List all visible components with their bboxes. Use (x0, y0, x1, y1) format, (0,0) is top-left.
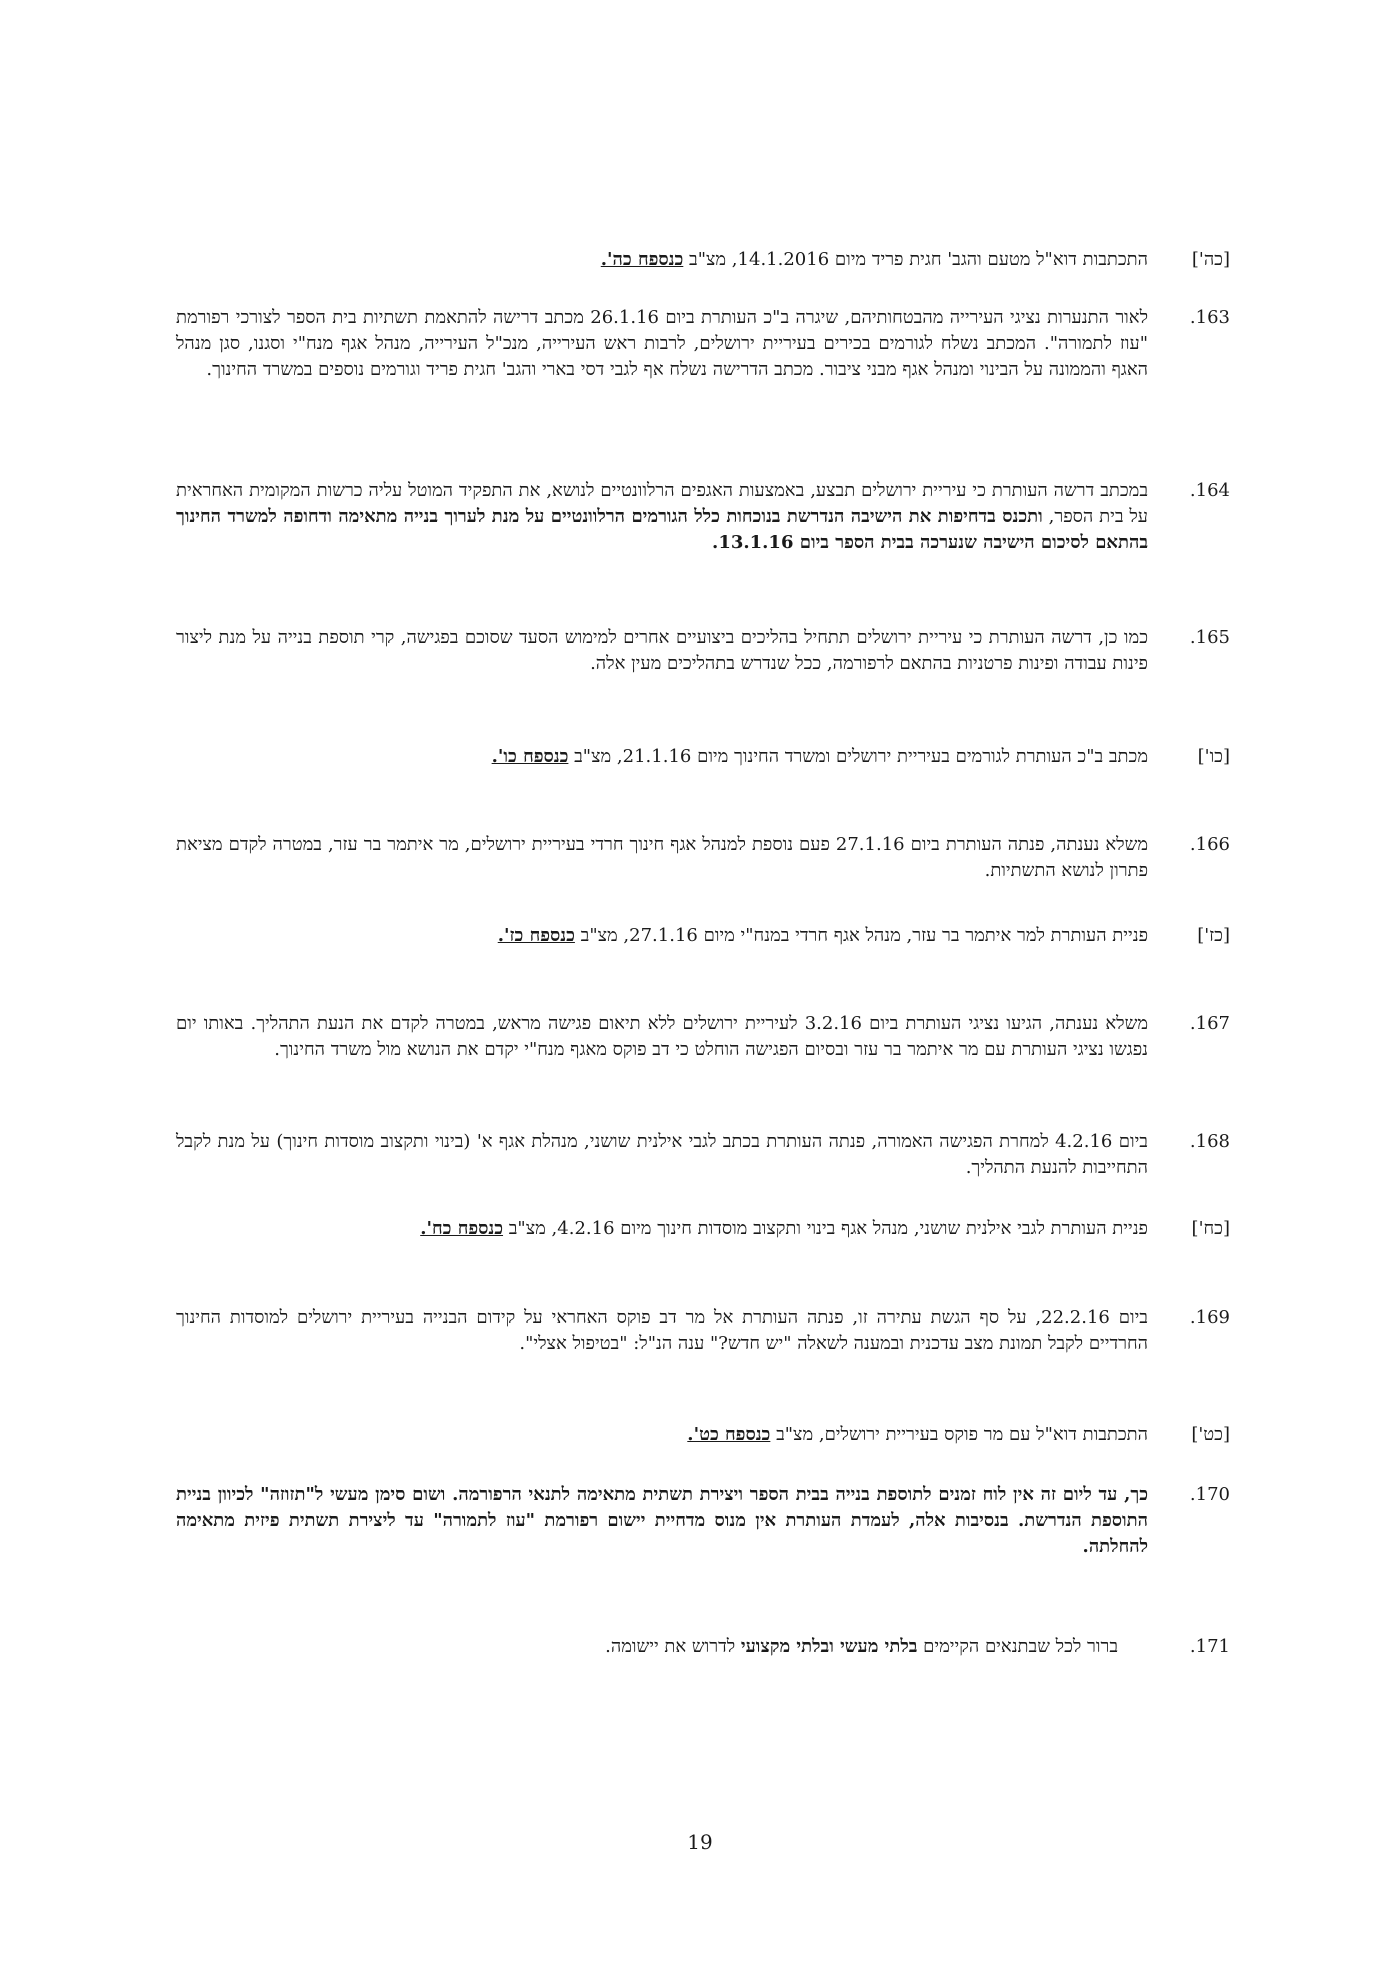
text-segment: פניית העותרת לגבי אילנית שושני, מנהל אגף בינוי ותקצוב מוסדות חינוך מיום 4.2.16, מצ"ב (503, 1218, 1148, 1239)
exhibit-text (176, 923, 1148, 949)
text-segment: התכתבות דוא"ל עם מר פוקס בעיריית ירושלים, מצ"ב (770, 1424, 1148, 1445)
paragraph-164 (176, 478, 1230, 556)
paragraph-number: 166. (1189, 834, 1230, 855)
paragraph-171 (176, 1634, 1230, 1660)
paragraph-text (176, 478, 1148, 556)
paragraph-number: 170. (1189, 1484, 1230, 1505)
text-segment: כמו כן, דרשה העותרת כי עיריית ירושלים תתחיל בהליכים ביצועיים אחרים למימוש הסעד שסוכם בפגישה, קרי תוספת בנייה על מנת ליצור פינות עבודה ופינות פרטניות בהתאם לרפורמה, ככל שנדרש בתהליכים מעין אלה. (176, 627, 1148, 674)
paragraph-number: 171. (1189, 1636, 1230, 1657)
exhibit-text (176, 744, 1148, 770)
text-segment: במכתב דרשה העותרת כי עיריית ירושלים תבצע, באמצעות האגפים הרלוונטיים לנושא, את התפקיד המוטל עליה כרשות המקומית האחראית על בית הספר, (176, 480, 1148, 527)
text-segment: לאור התנערות נציגי העירייה מהבטחותיהם, שיגרה ב"כ העותרת ביום 26.1.16 מכתב דרישה להתאמת תשתיות בית הספר לצורכי רפורמת "עוז לתמורה". המכתב נשלח לגורמים בכירים בעיריית ירושלים, לרבות ראש העירייה, מנכ"ל העירייה, מנהל אגף מנח"י וסגנו, סגן מנהל האגף והממונה על הבינוי ומנהל אגף מבני ציבור. מכתב הדרישה נשלח אף לגבי דסי בארי והגב' חגית פריד וגורמים נוספים במשרד החינוך. (176, 307, 1148, 380)
paragraph-number: 167. (1189, 1013, 1230, 1034)
text-segment: התכתבות דוא"ל מטעם והגב' חגית פריד מיום 14.1.2016, מצ"ב (683, 249, 1148, 270)
text-segment: לדרוש את יישומה. (605, 1636, 741, 1657)
text-segment-bold: כך, עד ליום זה אין לוח זמנים לתוספת בנייה בבית הספר ויצירת תשתית מתאימה לתנאי הרפורמה. ושום סימן מעשי ל"תזוזה" לכיוון בניית התוספת הנדרשת. בנסיבות אלה, לעמדת העותרת אין מנוס מדחיית יישום רפורמת "עוז לתמורה" עד ליצירת תשתית פיזית מתאימה להחלתה. (176, 1484, 1148, 1557)
exhibit-kz (176, 923, 1230, 949)
paragraph-170 (176, 1482, 1230, 1560)
exhibit-text (176, 1422, 1148, 1448)
exhibit-text (176, 1216, 1148, 1242)
paragraph-167 (176, 1011, 1230, 1063)
exhibit-kv (176, 744, 1230, 770)
paragraph-number: 163. (1189, 307, 1230, 328)
paragraph-text (176, 305, 1148, 383)
exhibit-kh (176, 247, 1230, 273)
exhibit-label: [כט'] (1191, 1424, 1230, 1445)
exhibit-label: [כו'] (1197, 746, 1230, 767)
paragraph-number: 168. (1189, 1131, 1230, 1152)
paragraph-163 (176, 305, 1230, 383)
text-segment: פניית העותרת למר איתמר בר עזר, מנהל אגף חרדי במנח"י מיום 27.1.16, מצ"ב (574, 925, 1148, 946)
text-segment-bold: בלתי מעשי ובלתי מקצועי (740, 1636, 918, 1657)
text-segment: ברור לכל שבתנאים הקיימים (917, 1636, 1118, 1657)
exhibit-label: [כח'] (1191, 1218, 1230, 1239)
exhibit-kh2 (176, 1216, 1230, 1242)
paragraph-166 (176, 832, 1230, 884)
exhibit-reference: כנספח כו'. (491, 746, 569, 767)
exhibit-reference: כנספח כח'. (420, 1218, 504, 1239)
text-segment: משלא נענתה, פנתה העותרת ביום 27.1.16 פעם נוספת למנהל אגף חינוך חרדי בעיריית ירושלים, מר איתמר בר עזר, במטרה לקדם מציאת פתרון לנושא התשתיות. (176, 834, 1148, 881)
paragraph-text (176, 625, 1148, 677)
exhibit-text (176, 247, 1148, 273)
paragraph-text (176, 832, 1148, 884)
exhibit-label: [כה'] (1191, 249, 1230, 270)
paragraph-165 (176, 625, 1230, 677)
text-segment: משלא נענתה, הגיעו נציגי העותרת ביום 3.2.16 לעיריית ירושלים ללא תיאום פגישה מראש, במטרה לקדם את הנעת התהליך. באותו יום נפגשו נציגי העותרת עם מר איתמר בר עזר ובסיום הפגישה הוחלט כי דב פוקס מאגף מנח"י יקדם את הנושא מול משרד החינוך. (176, 1013, 1149, 1060)
text-segment: ביום 4.2.16 למחרת הפגישה האמורה, פנתה העותרת בכתב לגבי אילנית שושני, מנהלת אגף א' (בינוי ותקצוב מוסדות חינוך) על מנת לקבל התחייבות להנעת התהליך. (176, 1131, 1148, 1178)
exhibit-reference: כנספח כה'. (600, 249, 684, 270)
exhibit-kt (176, 1422, 1230, 1448)
text-segment-bold: ותכנס בדחיפות את הישיבה הנדרשת בנוכחות כלל הגורמים הרלוונטיים על מנת לערוך בנייה מתאימה ודחופה למשרד החינוך בהתאם לסיכום הישיבה שנערכה בבית הספר ביום 13.1.16. (176, 506, 1148, 553)
paragraph-text (176, 1482, 1148, 1560)
text-segment: ביום 22.2.16, על סף הגשת עתירה זו, פנתה העותרת אל מר דב פוקס האחראי על קידום הבנייה בעיריית ירושלים למוסדות החינוך החרדיים לקבל תמונת מצב עדכנית ובמענה לשאלה "יש חדש?" ענה הנ"ל: "בטיפול אצלי". (176, 1307, 1148, 1354)
exhibit-label: [כז'] (1197, 925, 1230, 946)
paragraph-text (176, 1634, 1118, 1660)
paragraph-168 (176, 1129, 1230, 1181)
paragraph-text (176, 1011, 1148, 1063)
paragraph-number: 169. (1189, 1307, 1230, 1328)
paragraph-number: 165. (1189, 627, 1230, 648)
paragraph-text (176, 1129, 1148, 1181)
exhibit-reference: כנספח כט'. (687, 1424, 771, 1445)
text-segment: מכתב ב"כ העותרת לגורמים בעיריית ירושלים ומשרד החינוך מיום 21.1.16, מצ"ב (568, 746, 1148, 767)
page-number: 19 (687, 1830, 713, 1854)
paragraph-number: 164. (1189, 480, 1230, 501)
paragraph-text (176, 1305, 1148, 1357)
paragraph-169 (176, 1305, 1230, 1357)
exhibit-reference: כנספח כז'. (497, 925, 575, 946)
